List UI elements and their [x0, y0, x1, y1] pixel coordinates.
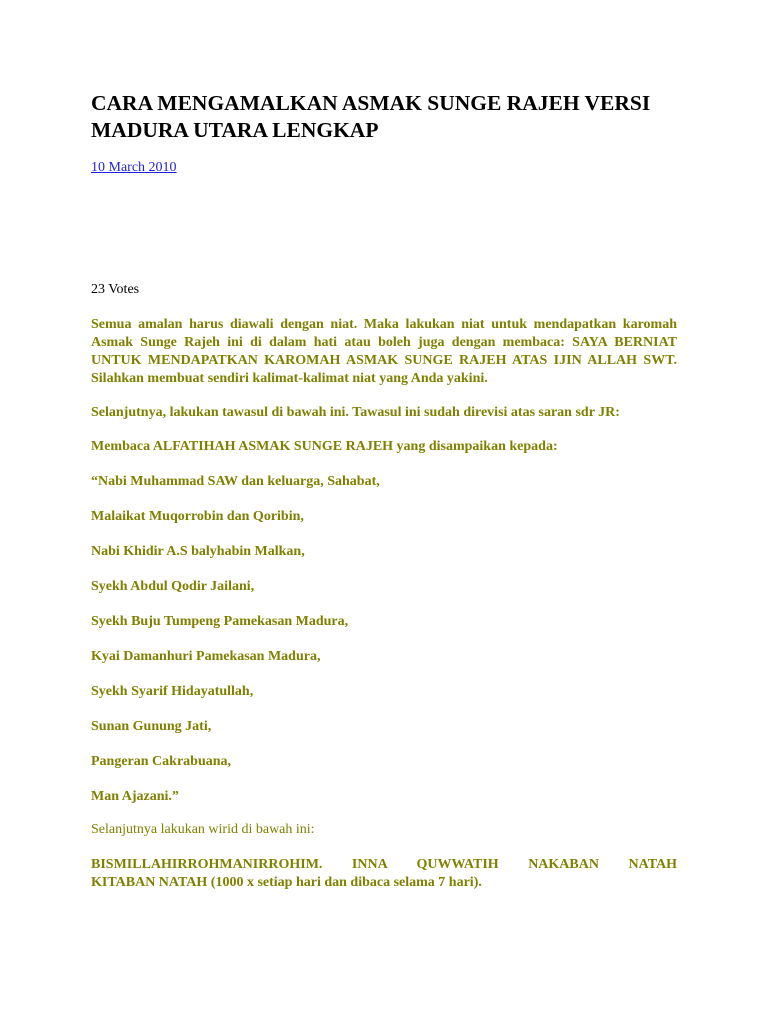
- recipient-line: “Nabi Muhammad SAW dan keluarga, Sahabat,: [91, 474, 380, 489]
- wirid-line-1: BISMILLAHIRROHMANIRROHIM. INNA QUWWATIH NAKABAN NATAH: [91, 857, 677, 872]
- recipient-line: Sunan Gunung Jati,: [91, 719, 212, 734]
- recipient-line: Kyai Damanhuri Pamekasan Madura,: [91, 649, 321, 664]
- recipient-line: Nabi Khidir A.S balyhabin Malkan,: [91, 544, 305, 559]
- votes-count: 23 Votes: [91, 282, 140, 297]
- fatihah-line: Membaca ALFATIHAH ASMAK SUNGE RAJEH yang disampaikan kepada:: [91, 439, 558, 454]
- tawasul-note: Selanjutnya, lakukan tawasul di bawah ini. Tawasul ini sudah direvisi atas saran sdr JR:: [91, 405, 620, 420]
- recipient-line: Syekh Abdul Qodir Jailani,: [91, 579, 255, 594]
- wirid-line-2: KITABAN NATAH (1000 x setiap hari dan dibaca selama 7 hari).: [91, 875, 482, 890]
- recipient-line: Pangeran Cakrabuana,: [91, 754, 232, 769]
- recipient-line: Man Ajazani.”: [91, 789, 179, 804]
- recipient-line: Malaikat Muqorrobin dan Qoribin,: [91, 509, 304, 524]
- intro-paragraph: Semua amalan harus diawali dengan niat. Maka lakukan niat untuk mendapatkan karomah Asmak Sunge Rajeh ini di dalam hati atau boleh juga dengan membaca: SAYA BERNIAT UNTUK MENDAPATKAN KAROMAH ASMAK SUNGE RAJEH ATAS IJIN ALLAH SWT. Silahkan membuat sendiri kalimat-kalimat niat yang Anda yakini.: [91, 317, 677, 386]
- article-title: CARA MENGAMALKAN ASMAK SUNGE RAJEH VERSI MADURA UTARA LENGKAP: [91, 91, 651, 142]
- article-date-link[interactable]: 10 March 2010: [91, 160, 177, 175]
- recipient-line: Syekh Syarif Hidayatullah,: [91, 684, 254, 699]
- recipient-line: Syekh Buju Tumpeng Pamekasan Madura,: [91, 614, 349, 629]
- wirid-note: Selanjutnya lakukan wirid di bawah ini:: [91, 822, 315, 837]
